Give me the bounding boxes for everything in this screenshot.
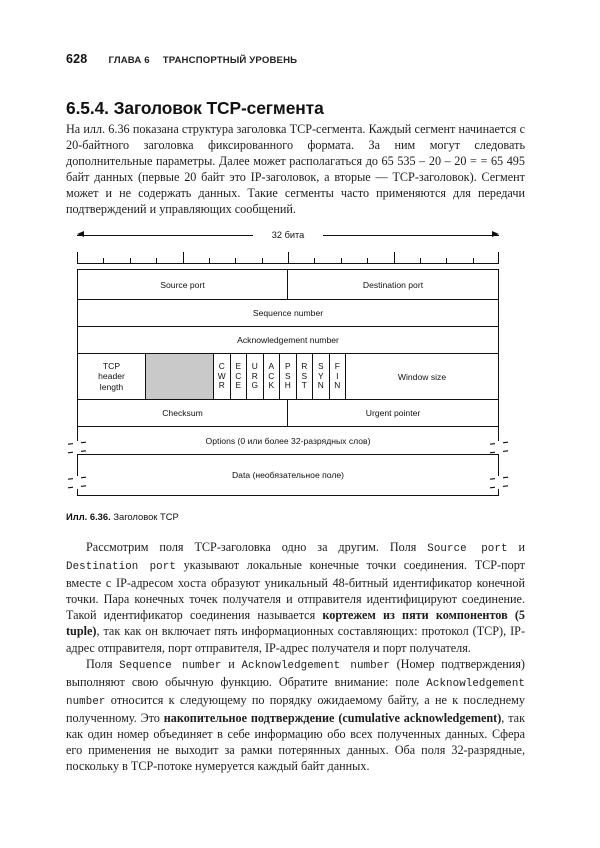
flag-psh [280,354,297,399]
field-urgent-pointer: Urgent pointer [365,408,421,418]
bit-ruler-tick-32 [498,252,499,264]
bit-ruler-tick-18 [314,258,315,264]
width-arrow-head-left [77,231,84,237]
body-after-figure [66,539,525,774]
field-sequence-number: Sequence number [252,308,324,318]
flag-syn [313,354,330,399]
flag-ece-e: E [235,361,242,372]
flag-fin-n: N [334,380,341,391]
bit-ruler-tick-20 [341,258,342,264]
p2-mono-destination-port: Destination port [66,561,176,574]
bit-ruler-tick-22 [367,258,368,264]
bit-ruler [77,251,499,264]
p2-mono-source-port: Source port [427,543,508,555]
flag-cwr [214,354,231,399]
p3-seg-a: Поля [86,656,120,671]
header-row-flags [78,354,498,400]
break-mark-options-left [67,441,87,454]
flag-urg-u: U [251,361,258,372]
flag-ece-c: C [235,370,242,381]
p3-mono-sequence-number: Sequence number [119,659,222,672]
p3-bold-cumulative-ack: накопительное подтверждение (cumulative acknowledgement) [163,710,502,725]
bit-ruler-tick-4 [130,258,131,264]
p3-seg-b: и [221,656,242,671]
section-heading: 6.5.4. Заголовок TCP-сегмента [66,97,324,118]
tcp-header-length-line2: header [98,371,125,382]
flag-ece-e2: E [235,380,242,391]
flag-rst-t: T [301,380,307,391]
p2-seg-a: Рассмотрим поля TCP-заголовка одно за другим. Поля [86,540,428,554]
running-head-title: ТРАНСПОРТНЫЙ УРОВЕНЬ [162,55,298,66]
field-tcp-header-length [78,354,146,399]
p3-seg-c: (Номер подтверждения) выполняют свою обычную функцию. Обратите внимание: поле [66,656,525,689]
flag-urg [247,354,264,399]
flag-ece [231,354,248,399]
flag-psh-p: P [284,361,291,372]
p3-mono-acknowledgement-number: Acknowledgement number [241,659,390,672]
header-row-checksum [78,400,498,427]
field-destination-port: Destination port [362,279,424,290]
bit-ruler-tick-8 [183,252,184,264]
bit-ruler-tick-0 [77,252,78,264]
flag-urg-r: R [251,370,258,381]
width-arrow-head-right [492,231,499,237]
flag-fin [330,354,347,399]
paragraph-sequence-ack [66,656,525,775]
field-options: Options (0 или более 32-разрядных слов) [205,435,371,446]
figure-tcp-header [66,228,525,522]
field-window-size: Window size [397,371,447,382]
break-mark-data-left [67,476,87,489]
flag-rst-s: S [301,370,308,381]
page-number: 628 [66,52,88,66]
bit-ruler-tick-14 [262,258,263,264]
header-row-data [78,455,498,495]
bit-ruler-tick-30 [473,258,474,264]
p2-seg-b: и [507,540,525,554]
p2-bold-five-tuple: кортежем из пяти компонентов (5 tuple) [66,608,525,639]
flag-cwr-c: C [218,361,225,372]
flag-psh-h: H [284,380,291,391]
flag-ack-k: K [268,380,275,391]
bit-ruler-tick-16 [288,252,289,264]
paragraph-fields-overview [66,539,525,656]
tcp-header-length-line3: length [99,381,124,392]
flag-ack [264,354,281,399]
header-row-options [78,427,498,455]
flag-syn-s: S [317,361,324,372]
width-arrow-label: 32 бита [271,230,305,240]
break-mark-options-right [489,441,509,454]
flag-psh-s: S [284,370,291,381]
header-row-sequence [78,300,498,327]
running-head-chapter: ГЛАВА 6 [108,55,150,66]
intro-paragraph: На илл. 6.36 показана структура заголовка TCP-сегмента. Каждый сегмент начинается с 20-байтного заголовка фиксированного формата. За ним могут следовать дополнительные параметры. Далее может располагаться до 65 535 – 20 – 20 = = 65 495 байт данных (первые 20 байт это IP-заголовок, а вторые — TCP-заголовок). Сегмент может и не содержать данных. Такие сегменты часто применяются для передачи подтверждений и управляющих сообщений. [66,122,525,217]
flag-syn-n: N [317,380,324,391]
header-row-acknowledgement [78,327,498,354]
figure-caption-number: Илл. 6.36. [66,511,111,522]
p3-mono-acknowledgement-number-2: Acknowledgement number [66,677,525,708]
tcp-header-length-line1: TCP [102,360,121,371]
bit-ruler-tick-12 [235,258,236,264]
flag-ack-c: C [268,370,275,381]
field-data: Data (необязательное поле) [231,470,345,480]
break-mark-data-right [489,476,509,489]
bit-ruler-tick-6 [156,258,157,264]
p3-seg-d: относится к следующему по порядку ожидаемому байту, а не к последнему полученному. Это [66,692,525,725]
bit-ruler-tick-2 [103,258,104,264]
flag-cwr-r: R [218,380,225,391]
field-reserved [146,354,214,399]
flag-ack-a: A [268,361,275,372]
flag-fin-i: I [336,370,339,381]
field-source-port: Source port [78,270,288,299]
field-checksum: Checksum [78,400,288,426]
running-head [66,52,297,66]
flag-cwr-w: W [217,370,226,381]
flag-rst-r: R [301,361,308,372]
field-acknowledgement-number: Acknowledgement number [237,335,339,345]
p3-seg-e: , так как один номер объединяет в себе информацию обо всех полученных данных. Сфера его применения не выходит за рамки потерянных данных. Оба поля 32-разрядные, поскольку в TCP-потоке нумеруется каждый байт данных. [66,710,525,774]
bit-ruler-tick-24 [394,252,395,264]
p2-seg-c: указывают локальные конечные точки соединения. TCP-порт вместе с IP-адресом хоста образуют уникальный 48-битный идентификатор конечной точки. Пара конечных точек получателя и отправителя идентифицируют соединение. Такой идентификатор соединения называется [66,558,525,623]
bit-ruler-tick-28 [446,258,447,264]
header-row-ports [78,270,498,300]
bit-ruler-tick-26 [420,258,421,264]
figure-caption [66,511,179,522]
flag-syn-y: Y [317,370,324,381]
tcp-header-table [77,269,499,496]
figure-caption-text: Заголовок TCP [113,511,179,522]
figure-width-arrow [77,228,499,244]
intro-paragraph-block [66,121,525,218]
flag-fin-f: F [334,361,340,372]
p2-seg-d: , так как он включает пять информационных составляющих: протокол (TCP), IP-адрес отправителя, порт отправителя, IP-адрес получателя и порт получателя. [66,624,525,655]
flag-rst [297,354,314,399]
bit-ruler-tick-10 [209,258,210,264]
flag-urg-g: G [251,380,258,391]
